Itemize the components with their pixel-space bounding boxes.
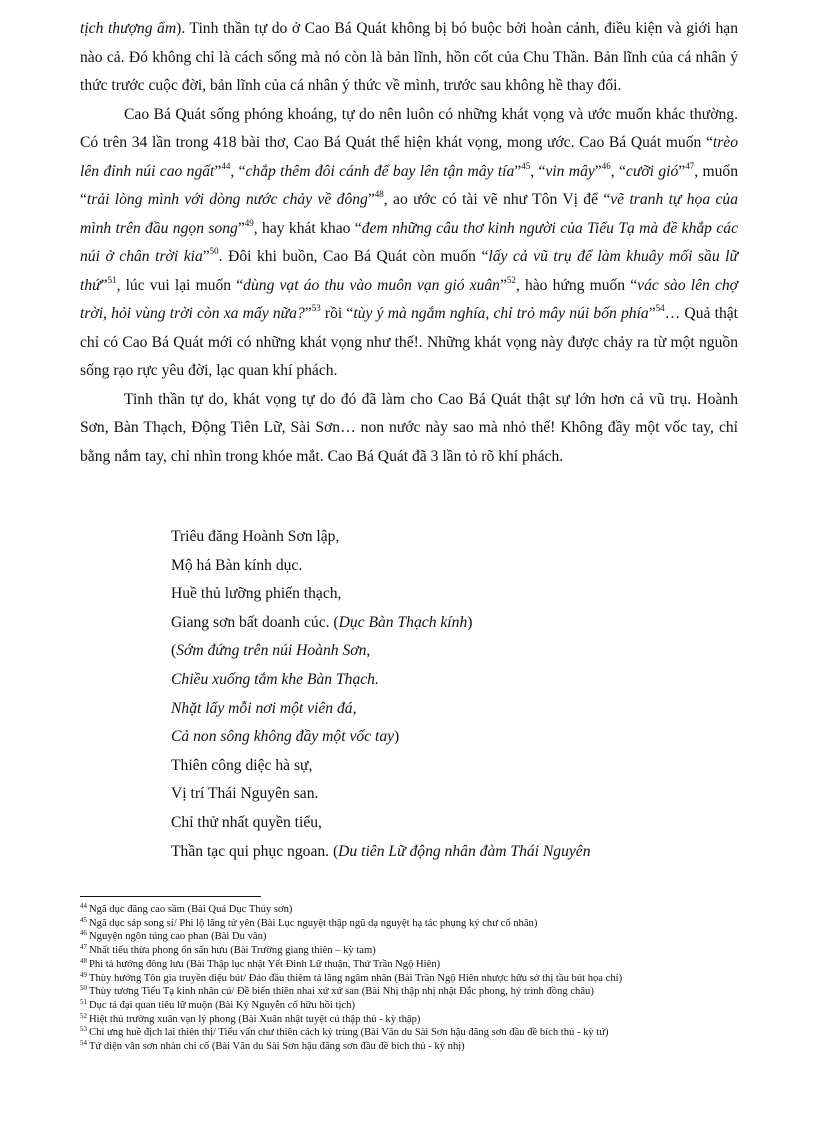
footnote-number: 52 <box>80 1011 87 1020</box>
text-run: , <box>352 699 357 717</box>
text-run: ” <box>678 162 686 180</box>
footnote-ref: 48 <box>374 189 384 199</box>
poem-line <box>171 637 731 666</box>
footnote-text: Nguyện ngôn túng cao phan (Bài Du vân) <box>89 931 267 943</box>
text-run: ” <box>304 305 312 322</box>
italic-text: Nhặt lấy mỗi nơi một viên đá <box>171 699 353 717</box>
footnote-number: 48 <box>80 956 87 965</box>
italic-text: Dục Bàn Thạch kính <box>338 613 468 631</box>
text-run: ( <box>171 642 177 660</box>
footnote-text: Dục tá đại quan tiêu lữ muộn (Bài Ký Nguyễn cố hữu hồi tịch) <box>89 999 355 1011</box>
text-run: Thần tạc qui phục ngoan. ( <box>171 842 339 860</box>
footnote-ref: 46 <box>601 160 611 171</box>
text-run: ” <box>594 162 602 180</box>
poem-block <box>171 523 731 866</box>
italic-text: Du tiên Lữ động nhân đàm Thái Nguyên <box>338 842 591 860</box>
italic-text: Cả non sông không đầy một vốc tay <box>171 728 395 746</box>
footnote-text: Thùy tương Tiểu Tạ kinh nhân cú/ Đề biến thiên nhai xứ xứ san (Bài Nhị thập nhị nhật Đắc phong, hý trình đồng châu) <box>89 986 594 998</box>
footnote-number: 46 <box>80 929 87 938</box>
italic-text: tùy ý mà ngắm nghía, chỉ trỏ mây núi bốn phía <box>353 305 649 322</box>
footnote-ref: 53 <box>311 303 321 313</box>
footnote-number: 49 <box>80 970 87 979</box>
footnote-number: 44 <box>80 902 87 910</box>
footnote-text: Thùy hướng Tôn gia truyền diệu bút/ Đáo đầu thiêm tả lăng ngâm nhân (Bài Trần Ngộ Hiên nhược hữu sở thị tầu bút họa chi) <box>89 972 623 984</box>
footnote <box>80 999 760 1013</box>
text-run: Vị trí Thái Nguyên san. <box>171 785 319 803</box>
footnote-number: 54 <box>80 1039 87 1048</box>
paragraph <box>80 386 738 472</box>
footnote-text: Phi tả hướng đông lưu (Bài Thập lục nhật Yết Đinh Lữ thuận, Thứ Trần Ngộ Hiên) <box>89 958 441 970</box>
italic-text: đem những câu thơ kinh người của Tiểu Tạ mà đề khắp các núi ở chân trời kia <box>80 219 738 265</box>
italic-text: tịch thượng ẩm <box>80 20 177 37</box>
footnote-ref: 52 <box>506 274 516 285</box>
text-run: Thiên công diệc hà sự, <box>171 756 313 774</box>
text-run: , hào hứng muốn “ <box>515 276 638 294</box>
poem-line <box>171 552 731 581</box>
italic-text: cưỡi gió <box>625 162 679 180</box>
footnote-ref: 44 <box>221 160 231 171</box>
footnote-ref: 54 <box>655 303 665 313</box>
poem-line <box>171 723 731 752</box>
text-run: Chỉ thử nhất quyền tiểu, <box>171 813 322 831</box>
italic-text: vẽ tranh tự họa của mình trên đầu ngọn song <box>80 191 738 237</box>
footnote <box>80 944 760 958</box>
footnote-text: Tứ diện vân sơn nhàn chỉ cố (Bài Vãn du Sài Sơn hậu đăng sơn đầu đề bích thủ - kỳ nhị) <box>89 1041 465 1053</box>
text-run: Triêu đăng Hoành Sơn lập, <box>171 528 340 545</box>
text-run: . Đôi khi buồn, Cao Bá Quát còn muốn “ <box>218 248 489 265</box>
footnote-number: 51 <box>80 997 87 1006</box>
poem-line <box>171 580 731 609</box>
text-run: Huề thủ lưỡng phiến thạch, <box>171 585 342 603</box>
footnote-number: 53 <box>80 1025 87 1034</box>
text-run: , “ <box>230 162 246 180</box>
text-run: , ao ước có tài vẽ như Tôn Vị để “ <box>383 191 611 208</box>
text-run: ” <box>499 276 507 294</box>
text-run: ” <box>514 162 522 180</box>
paragraph <box>80 101 738 386</box>
italic-text: trèo lên đỉnh núi cao ngất <box>80 134 738 180</box>
italic-text: Sớm đứng trên núi Hoành Sơn, <box>176 642 371 660</box>
italic-text: vin mây <box>545 162 595 180</box>
footnote-separator <box>80 896 261 897</box>
poem-line <box>171 609 731 638</box>
footnote-ref: 45 <box>521 160 531 171</box>
footnote <box>80 917 760 931</box>
italic-text: Chiều xuống tắm khe Bàn Thạch. <box>171 670 379 688</box>
footnotes <box>80 903 760 1054</box>
text-run: Tinh thần tự do, khát vọng tự do đó đã làm cho Cao Bá Quát thật sự lớn hơn cả vũ trụ. Hoành Sơn, Bàn Thạch, Động Tiên Lữ, Sài Sơn… non nước này sao mà nhỏ thế! Không đầy một vốc tay, chỉ bằng nắm tay, chỉ nhìn trong khóe mắt. Cao Bá Quát đã 3 lần tỏ rõ khí phách. <box>80 390 738 465</box>
italic-text: lấy cả vũ trụ để làm khuây mối sầu lữ thứ <box>80 248 738 294</box>
poem-line <box>171 809 731 838</box>
text-run: ) <box>394 728 400 746</box>
text-run: ” <box>202 248 210 265</box>
text-run: , lúc vui lại muốn “ <box>116 276 244 294</box>
text-run: ” <box>648 305 656 322</box>
text-run: , hay khát khao “ <box>253 219 362 237</box>
footnote <box>80 930 760 944</box>
poem-line <box>171 838 731 867</box>
text-run: , muốn “ <box>80 162 738 208</box>
text-run: rồi “ <box>320 305 354 322</box>
footnote <box>80 1026 760 1040</box>
text-run: ” <box>237 219 245 237</box>
text-run: , “ <box>610 162 626 180</box>
text-run: ) <box>467 613 473 631</box>
footnote <box>80 1040 760 1054</box>
poem-line <box>171 752 731 781</box>
body-text <box>80 15 738 471</box>
footnote <box>80 903 760 917</box>
footnote-ref: 51 <box>107 274 117 285</box>
footnote-text: Ngã dục sáp song sí/ Phi lộ lăng tử yên (Bài Lục nguyệt thập ngũ dạ nguyệt hạ tác phụng ký chư cố nhân) <box>89 917 538 929</box>
footnote-text: Nhất tiếu thừa phong ổn sấn hưu (Bài Trường giang thiên – kỳ tam) <box>89 945 376 957</box>
footnote-ref: 50 <box>209 246 219 256</box>
text-run: Mộ há Bàn kính dục. <box>171 556 303 574</box>
paragraph <box>80 15 738 101</box>
footnote-ref: 47 <box>685 160 695 171</box>
poem-line <box>171 695 731 724</box>
footnote-text: Hiệt thủ trường xuân vạn lý phong (Bài Xuân nhật tuyệt cú thập thủ - kỳ thập) <box>89 1013 421 1025</box>
footnote-text: Chỉ ưng huề địch lai thiên thị/ Tiểu vấn chư thiên cách kỷ trùng (Bài Vãn du Sài Sơn hậu đăng sơn đầu đề bích thủ - kỳ tứ) <box>89 1027 609 1039</box>
italic-text: trải lòng mình với dòng nước chảy về đông <box>86 191 368 208</box>
footnote <box>80 972 760 986</box>
text-run: ” <box>214 162 222 180</box>
italic-text: dùng vạt áo thu vào muôn vạn gió xuân <box>243 276 500 294</box>
poem-line <box>171 780 731 809</box>
footnote-number: 50 <box>80 984 87 993</box>
italic-text: chắp thêm đôi cánh để bay lên tận mây tía <box>245 162 515 180</box>
italic-text: vác sào lên chợ trời, hỏi vùng trời còn xa mấy nữa? <box>80 276 738 322</box>
text-run: Giang sơn bất doanh cúc. ( <box>171 613 339 631</box>
text-run: ” <box>367 191 375 208</box>
footnote-ref: 49 <box>244 217 254 228</box>
footnote-number: 45 <box>80 915 87 924</box>
text-run: … Quả thật chỉ có Cao Bá Quát mới có những khát vọng như thế!. Những khát vọng này được chảy ra từ một nguồn sống rạo rực yêu đời, lạc quan khí phách. <box>80 305 738 379</box>
footnote <box>80 985 760 999</box>
footnote-text: Ngã dục đăng cao sầm (Bài Quá Dục Thúy sơn) <box>89 904 293 915</box>
poem-line <box>171 523 731 552</box>
text-run: ). Tinh thần tự do ở Cao Bá Quát không bị bó buộc bởi hoàn cảnh, điều kiện và giới hạn nào cả. Đó không chỉ là cách sống mà nó còn là bản lĩnh, hồn cốt của Chu Thần. Bản lĩnh của cá nhân ý thức trước cuộc đời, bản lĩnh của cá nhân ý thức về mình, trước sau không hề thay đổi. <box>80 20 738 94</box>
footnote <box>80 958 760 972</box>
poem-line <box>171 666 731 695</box>
text-run: , “ <box>530 162 546 180</box>
text-run: ” <box>100 276 108 294</box>
text-run: Cao Bá Quát sống phóng khoáng, tự do nên luôn có những khát vọng và ước muốn khác thường. Có trên 34 lần trong 418 bài thơ, Cao Bá Quát thể hiện khát vọng, mong ước. Cao Bá Quát muốn “ <box>80 105 738 151</box>
footnote <box>80 1013 760 1027</box>
footnote-number: 47 <box>80 943 87 952</box>
